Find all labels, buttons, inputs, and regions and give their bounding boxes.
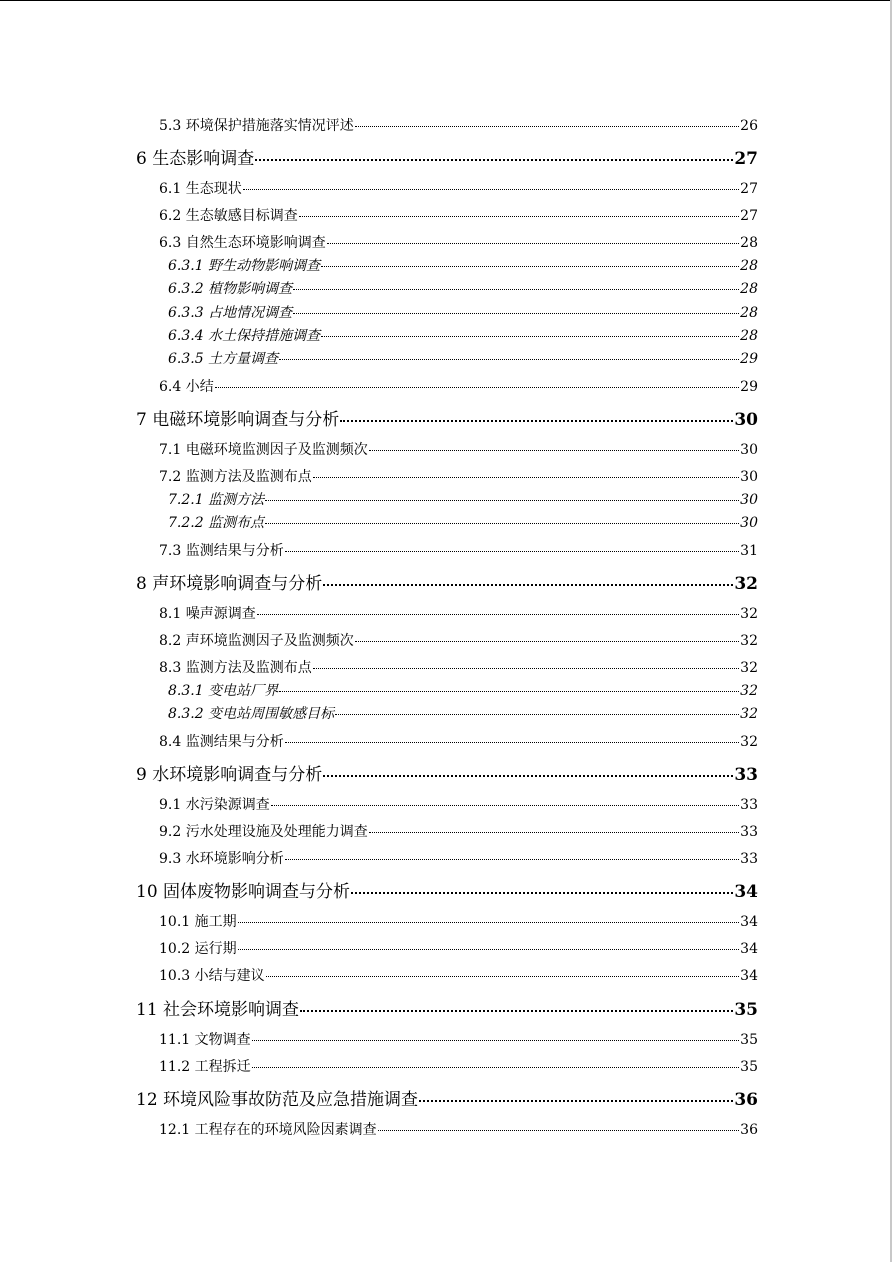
toc-dot-leader [215,387,739,388]
toc-entry-page: 32 [734,574,758,594]
toc-entry[interactable] [159,630,758,650]
toc-entry-page: 35 [740,1059,758,1075]
toc-entry-label: 12 环境风险事故防范及应急措施调查 [136,1090,419,1110]
toc-chapter[interactable] [136,144,758,169]
toc-dot-leader [323,584,733,586]
toc-subentry[interactable] [168,302,758,322]
toc-entry-label: 6.1 生态现状 [159,181,242,197]
toc-dot-leader [369,832,739,833]
toc-dot-leader [285,551,739,552]
toc-entry-label: 7 电磁环境影响调查与分析 [136,410,340,430]
toc-entry-label: 8 声环境影响调查与分析 [136,574,323,594]
toc-entry-label: 10 固体废物影响调查与分析 [136,882,351,902]
toc-entry-label: 6.3.2 植物影响调查 [168,281,293,297]
toc-entry-label: 7.2 监测方法及监测布点 [159,469,312,485]
toc-entry-label: 6.3 自然生态环境影响调查 [159,235,326,251]
toc-subentry[interactable] [168,325,758,345]
toc-entry[interactable] [159,911,758,931]
toc-entry-page: 33 [740,797,758,813]
toc-entry-label: 10.1 施工期 [159,914,237,930]
toc-entry-label: 11.1 文物调查 [159,1032,251,1048]
toc-entry-page: 32 [740,683,758,699]
toc-dot-leader [355,126,739,127]
toc-dot-leader [340,420,733,422]
toc-entry-label: 8.3.1 变电站厂界 [168,683,279,699]
toc-chapter[interactable] [136,760,758,785]
toc-subentry[interactable] [168,278,758,298]
toc-entry-label: 11 社会环境影响调查 [136,1000,300,1020]
toc-dot-leader [321,336,739,337]
toc-entry-label: 6.4 小结 [159,379,214,395]
toc-entry-page: 32 [740,660,758,676]
toc-dot-leader [299,216,739,217]
toc-dot-leader [313,668,739,669]
toc-dot-leader [369,450,739,451]
toc-dot-leader [279,359,739,360]
toc-dot-leader [419,1100,733,1102]
toc-entry-page: 30 [740,469,758,485]
toc-dot-leader [327,243,739,244]
toc-entry-page: 29 [740,379,758,395]
toc-entry[interactable] [159,540,758,560]
toc-entry-page: 26 [740,118,758,134]
toc-chapter[interactable] [136,405,758,430]
toc-dot-leader [255,159,733,161]
toc-dot-leader [335,714,739,715]
toc-entry[interactable] [159,439,758,459]
toc-entry-page: 28 [740,281,758,297]
toc-entry-page: 33 [740,824,758,840]
toc-dot-leader [252,1040,740,1041]
toc-subentry[interactable] [168,680,758,700]
toc-entry-page: 28 [740,258,758,274]
toc-dot-leader [313,477,739,478]
toc-entry[interactable] [159,466,758,486]
toc-entry[interactable] [159,821,758,841]
toc-dot-leader [300,1010,733,1012]
toc-entry-page: 28 [740,305,758,321]
toc-dot-leader [293,313,739,314]
toc-entry-label: 6.3.4 水土保持措施调查 [168,328,321,344]
toc-dot-leader [293,289,739,290]
toc-entry-page: 34 [734,882,758,902]
toc-entry-page: 36 [740,1122,758,1138]
toc-entry-label: 6 生态影响调查 [136,149,255,169]
toc-entry-page: 33 [734,765,758,785]
toc-entry-label: 9.3 水环境影响分析 [159,851,284,867]
toc-entry-label: 8.2 声环境监测因子及监测频次 [159,633,354,649]
toc-entry-page: 34 [740,941,758,957]
toc-entry-label: 6.3.5 土方量调查 [168,351,279,367]
toc-entry-label: 10.3 小结与建议 [159,968,265,984]
toc-entry[interactable] [159,205,758,225]
toc-entry-page: 31 [740,543,758,559]
toc-entry-label: 8.4 监测结果与分析 [159,734,284,750]
toc-entry-page: 32 [740,706,758,722]
toc-entry-label: 9 水环境影响调查与分析 [136,765,323,785]
toc-dot-leader [265,500,739,501]
toc-entry-label: 8.3 监测方法及监测布点 [159,660,312,676]
toc-subentry[interactable] [168,703,758,723]
toc-entry-page: 30 [740,515,758,531]
toc-dot-leader [355,641,739,642]
toc-dot-leader [243,189,739,190]
toc-entry-label: 6.2 生态敏感目标调查 [159,208,298,224]
toc-entry[interactable] [159,1119,758,1139]
toc-entry-page: 27 [740,181,758,197]
toc-entry-label: 9.2 污水处理设施及处理能力调查 [159,824,368,840]
toc-subentry[interactable] [168,512,758,532]
toc-chapter[interactable] [136,995,758,1020]
toc-entry-label: 6.3.3 占地情况调查 [168,305,293,321]
toc-entry[interactable] [159,603,758,623]
toc-chapter[interactable] [136,569,758,594]
toc-dot-leader [323,775,733,777]
toc-entry[interactable] [159,232,758,252]
toc-entry-label: 7.3 监测结果与分析 [159,543,284,559]
toc-dot-leader [378,1130,740,1131]
toc-entry-page: 34 [740,914,758,930]
toc-entry-label: 5.3 环境保护措施落实情况评述 [159,118,354,134]
toc-entry-label: 8.1 噪声源调查 [159,606,256,622]
toc-entry-label: 10.2 运行期 [159,941,237,957]
toc-entry-page: 34 [740,968,758,984]
toc-entry-label: 12.1 工程存在的环境风险因素调查 [159,1122,377,1138]
toc-entry-page: 33 [740,851,758,867]
toc-entry-page: 35 [740,1032,758,1048]
toc-entry-page: 28 [740,328,758,344]
toc-dot-leader [238,922,740,923]
toc-dot-leader [351,892,733,894]
toc-entry-page: 36 [734,1090,758,1110]
toc-entry-label: 9.1 水污染源调查 [159,797,270,813]
toc-dot-leader [252,1067,740,1068]
toc-entry[interactable] [159,376,758,396]
toc-entry-page: 30 [740,492,758,508]
toc-entry-page: 32 [740,606,758,622]
toc-entry-page: 30 [734,410,758,430]
toc-entry-label: 6.3.1 野生动物影响调查 [168,258,321,274]
toc-entry-page: 27 [734,149,758,169]
toc-entry[interactable] [159,178,758,198]
toc-entry-page: 30 [740,442,758,458]
toc-dot-leader [285,859,739,860]
toc-entry[interactable] [159,657,758,677]
toc-entry[interactable] [159,1056,758,1076]
toc-entry-label: 8.3.2 变电站周围敏感目标 [168,706,335,722]
toc-dot-leader [238,949,740,950]
toc-dot-leader [265,523,739,524]
toc-entry[interactable] [159,1029,758,1049]
toc-entry[interactable] [159,115,758,135]
toc-entry[interactable] [159,794,758,814]
toc-dot-leader [271,805,739,806]
toc-entry-label: 7.2.1 监测方法 [168,492,265,508]
toc-entry[interactable] [159,848,758,868]
toc-subentry[interactable] [168,348,758,368]
toc-entry-page: 28 [740,235,758,251]
toc-entry-label: 7.1 电磁环境监测因子及监测频次 [159,442,368,458]
toc-entry-page: 32 [740,734,758,750]
toc-entry[interactable] [159,731,758,751]
toc-dot-leader [266,976,740,977]
toc-dot-leader [279,691,739,692]
toc-subentry[interactable] [168,255,758,275]
toc-entry-label: 7.2.2 监测布点 [168,515,265,531]
toc-subentry[interactable] [168,489,758,509]
toc-chapter[interactable] [136,877,758,902]
toc-dot-leader [321,266,739,267]
toc-entry-page: 27 [740,208,758,224]
toc-dot-leader [285,742,739,743]
toc-entry-page: 32 [740,633,758,649]
toc-entry[interactable] [159,965,758,985]
toc-dot-leader [257,614,739,615]
toc-entry[interactable] [159,938,758,958]
toc-entry-page: 29 [740,351,758,367]
toc-chapter[interactable] [136,1085,758,1110]
toc-entry-page: 35 [734,1000,758,1020]
toc-entry-label: 11.2 工程拆迁 [159,1059,251,1075]
